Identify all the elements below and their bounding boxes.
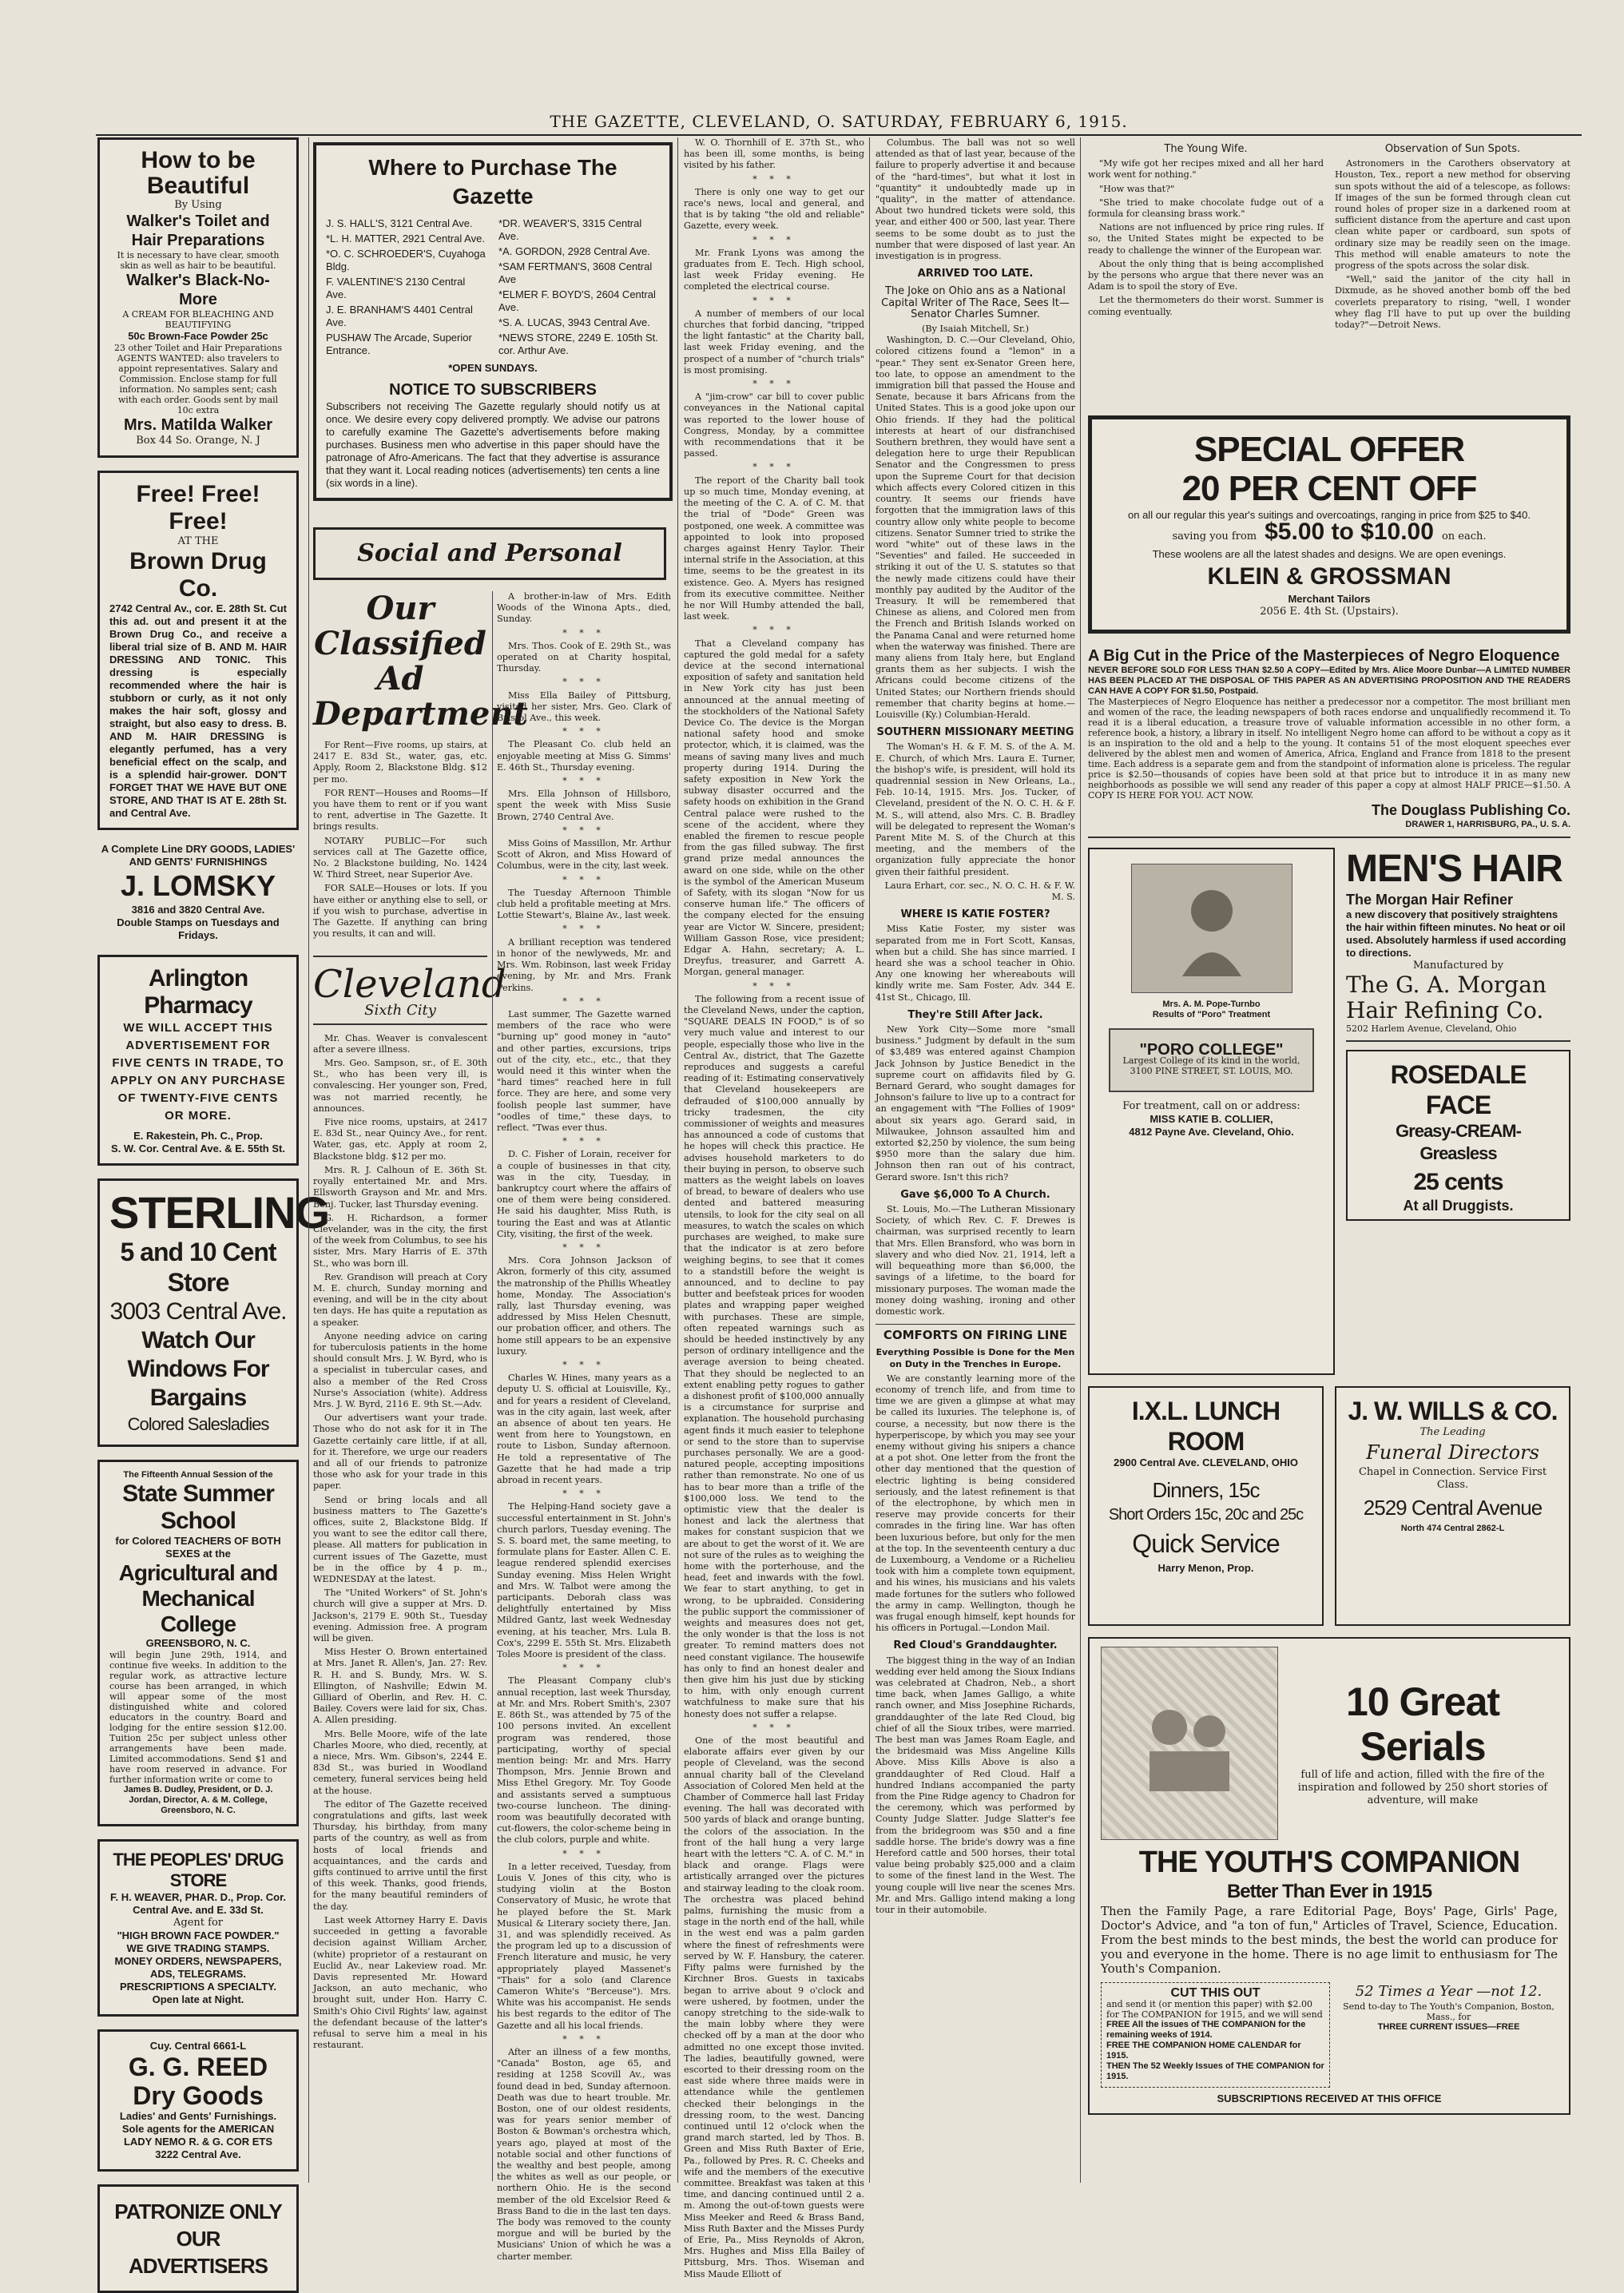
douglass-ad [1088,646,1570,838]
douglass-addr: DRAWER 1, HARRISBURG, PA., U. S. A. [1405,820,1570,829]
separator-stars: * * * [562,2033,606,2045]
klein-ad [1088,415,1570,634]
article-paragraph: The Helping-Hand society gave a successful entertainment in St. John's church parlors, Tuesday evening. The S. S. board met, the same meeting, to formulate plans for Easter. Allen C. E. league rendered splendid exercises Sunday evening. Miss Helen Wright and Mrs. W. Talbot were among the participants. Deborah class was delightfully entertained by Miss Mildred Gantz, last week Wednesday evening, at his teacher, Mrs. Lula B. Cox's, 2299 E. 55th St. Mrs. Elizabeth Toles Moore is president of the class. [497,1501,671,1660]
youth-three: THREE CURRENT ISSUES—FREE [1377,2022,1520,2032]
article-paragraph: About the only thing that is being accomplished by the persons who argue that there never was an Adam is to spoil the story of Eve. [1088,258,1324,292]
school-for: for Colored TEACHERS OF BOTH SEXES at the [115,1535,281,1560]
youth-cutbody: and send it (or mention this paper) with $2.00 for The COMPANION for 1915, and we will send [1106,1999,1323,2021]
vendor-listing: J. S. HALL'S, 3121 Central Ave. [326,217,473,229]
article-paragraph: G. H. Richardson, a former Clevelander, was in the city, the first of the week from Columbus, to see his sister, Mrs. Mary Harris of E. 37th St., who was born ill. [313,1212,487,1269]
school-sign: James B. Dudley, President, or D. J. Jordan, Director, A. & M. College, Greensboro, N. C. [123,1785,273,1815]
article-paragraph: A "jim-crow" car bill to cover public conveyances in the National capital was reported to the lower house of Congress, Monday, by a committee with recommendations that it be passed. [684,391,864,459]
vendor-listing: *L. H. MATTER, 2921 Central Ave. [326,232,485,244]
rosedale-l5: At all Druggists. [1403,1198,1514,1214]
rosedale-l1: ROSEDALE [1390,1060,1527,1089]
ixl-prop: Harry Menon, Prop. [1157,1562,1254,1574]
school-top: The Fifteenth Annual Session of the [123,1470,273,1480]
brown-at: AT THE [177,535,219,547]
laura-sign: Laura Erhart, cor. sec., N. O. C. H. & F. W. M. S. [884,880,1075,902]
lomsky-ad [97,843,299,942]
vendor-listing: *A. GORDON, 2928 Central Ave. [498,245,650,257]
sterling-l2: 5 and 10 Cent Store [120,1238,276,1297]
notice-title: NOTICE TO SUBSCRIBERS [389,381,597,399]
separator-stars: * * * [562,1663,606,1674]
column-4 [684,137,864,2279]
comforts-title: COMFORTS ON FIRING LINE [876,1324,1075,1341]
arlington-title: Arlington Pharmacy [144,965,252,1019]
col4-list [684,137,864,2280]
rosedale-l2: FACE [1425,1091,1491,1119]
morgan-body: a new discovery that positively straightens the hair within fifteen minutes. No heat or oil used. Absolutely harmless if used according to directions. [1346,908,1566,959]
sun-list [1335,158,1570,331]
brown-body: 2742 Central Av., cor. E. 28th St. Cut this ad. out and present it at the Brown Drug Co., and receive a liberal trial size of B. AND M. HAIR DRESSING AND TONIC. This dressing is especially recommended where the hair is stubborn or curly, as it not only makes the hair soft, glossy and straight, but also easy to dress. B. AND M. HAIR DRESSING is elegantly perfumed, has a very beneficial effect on the scalp, and is a splendid hair-grower. DON'T FORGET THAT WE HAVE BUT ONE STORE, AND THAT IS AT E. 28th St. and Central Ave. [109,602,287,819]
ixl-orders: Short Orders 15c, 20c and 25c [1108,1506,1304,1524]
article-paragraph: The report of the Charity ball took up so much time, Monday evening, at the meeting of the C. A. of C. M. that the trial of "Dode" Green was postponed, one week. A committee was appointed to look into proposed charges against Henry Taylor. Their internal strife in the Association, at this time, seems to be the greatest in its existence. Geo. A. Myers has resigned from its executive committee. Neither he nor Will Humby attended the ball, last week. [684,475,864,622]
vendor-listing: *S. A. LUCAS, 3943 Central Ave. [498,316,650,328]
article-paragraph: Miss Goins of Massillon, Mr. Arthur Scott of Akron, and Miss Howard of Columbus, were in the city, last week. [497,838,671,872]
lomsky-note: Double Stamps on Tuesdays and Fridays. [117,916,280,941]
joke-body: Washington, D. C.—Our Cleveland, Ohio, colored citizens found a "lemon" in a "pear." They sent ex-Senator Green here, too late, to oppose an amendment to the immigration bill that passed the House and Senate, because it bars Africans from the United States. This is a good joke upon our Ohio friends. If they had the political interests at heart of our disfranchised Southern brethren, they would have sent a delegation here to urge their Republican Senator and the Congressmen to press upon the Supreme Court for that decision which affects every Colored citizen in this country. It seems our friends have forgotten that the immigration laws of this country allow only white people to become citizens. Senator Sumner tried to strike the word "white" out of these laws in the "Seventies" and failed. He succeeded in striking it out of the U. S. statutes so that the newly made citizens could have their monthly pay audited by the Auditor of the Treasury. It will be remembered that Chinese as aliens, and Colored men from the French and British Islands worked on the Panama Canal and were returned home when the waterway was finished. There are many aliens from Italy here, but England grants them as her subjects. I wish the Africans could become citizens of the United States; our Northern friends should remember that charity begins at home.—Louisville (Ky.) Columbian-Herald. [876,335,1075,720]
where-right [498,217,660,360]
youth-subs: SUBSCRIPTIONS RECEIVED AT THIS OFFICE [1217,2092,1442,2105]
column-divider [1080,137,1081,2183]
article-paragraph: Last summer, The Gazette warned members of the race who were "burning up" good money in "auto" and other parties, excursions, trips out of the city, etc., etc., that they would need it this winter when the "hard times" reached here in full force. They are here, and some very foolish people last summer, have "oodles of time," these days, to reflect. "Twas ever thus. [497,1008,671,1133]
wife-list [1088,158,1324,318]
youth-bottom [1101,1982,1558,2088]
vendor-listing: *NEWS STORE, 2249 E. 105th St. cor. Arthur Ave. [498,332,658,356]
article-paragraph: Mrs. R. J. Calhoun of E. 36th St. royally entertained Mr. and Mrs. Ellsworth Grayson and Mr. and Mrs. Benj. Tucker, last Thursday evening. [313,1164,487,1210]
youth-better: Better Than Ever in 1915 [1226,1881,1432,1902]
column-3 [497,591,671,2262]
walker-line1: It is necessary to have clear, smooth skin as well as hair to be beautiful. [117,250,280,271]
masthead-rule [96,134,1582,136]
sterling-l3: 3003 Central Ave. [109,1298,287,1325]
separator-stars: * * * [562,1360,606,1370]
col6-mid-row [1088,848,1570,1375]
comforts-body: We are constantly learning more of the economy of trench life, and from time to time we are given a glimpse at what may be called its luxuries. The telephone is, of course, a necessity, but now there is the hyperperiscope, by which you may see your enemy without giving his snipers a chance at a pot shot. One letter from the front the other day mentioned that the question of electric lighting is being considered seriously, and the latest refinement is that of the electrophone, by which men in reserve may provide concerts for their comrades in the firing line. War has often been luxurious before, but only for the men at the top. In the seventeenth century a duc de Luxembourg, a Vendome or a Richelieu took with him a complete town equipment, and his wines, his musicians and his valets made fortunes for the sutlers who followed the army in camp. Wellington, though he was frugal enough himself, kept hounds for his officers in Portugal.—London Mail. [876,1373,1075,1634]
jilt-body: New York City—Some more "small business." Judgment by default in the sum of $3,489 was entered against Champion Jack Johnson by Justice Benedict in the supreme court on affidavits filed by G. Bernard Gerard, who sought damages for Johnson's failure to live up to a contract for an engagement with "The Follies of 1909" about six years ago. Gerard said, in Milwaukee, Johnson assaulted him and extorted $2,250 by violence, the sum being $950 more than the salary due him. Johnson then ran out of his contract, Gerard swore. Isn't this rich? [876,1024,1075,1182]
peoples-body: "HIGH BROWN FACE POWDER." WE GIVE TRADING STAMPS. MONEY ORDERS, NEWSPAPERS, ADS, TELEGRAMS. PRESCRIPTIONS A SPECIALTY. Open late at Night. [114,1929,282,2005]
wills-leading: The Leading [1420,1426,1486,1438]
social-personal-banner: Social and Personal [313,527,666,580]
cloud-title: Red Cloud's Granddaughter. [893,1639,1058,1652]
poro-label: "PORO COLLEGE" [1139,1041,1284,1059]
youth-free2: FREE THE COMPANION HOME CALENDAR for 1915. [1106,2041,1301,2061]
cloud-body: The biggest thing in the way of an Indian wedding ever held among the Sioux Indians was celebrated at Chadron, Neb., a short time back, when James Galligo, a white ranch owner, and Miss Josephine Richards, granddaughter of the late Red Cloud, big chief of all the Sioux tribes, were married. The best man was James Roam Eagle, and the bridesmaid was Miss Angeline Kills Above. Miss Kills Above is also a granddaughter of Red Cloud. Half a hundred Indians accompanied the party from the Pine Ridge agency to Chadron for the ceremony, which was performed by County Judge Slatter. Judge Slatter's fee from the bridegroom was $50 and a fine saddle horse. The bride's dowry was a fine Hereford cattle and 500 horses, their total value being probably $25,000 and a claim to some of the finest land in the West. The young couple will live near the scenes Mrs. Mr. and Mrs. Galligo intend making a long tour in their automobile. [876,1655,1075,1916]
article-paragraph: Our advertisers want your trade. Those who do not ask for it in The Gazette certainly care little, if at all, for it. Therefore, we urge our readers and all of our friends to patronize those who ask for your trade in this paper. [313,1413,487,1492]
summer-school-ad [97,1460,299,1826]
where-title: Where to Purchase The Gazette [368,155,617,209]
separator-stars: * * * [562,995,606,1007]
ixl-title: I.X.L. LUNCH ROOM [1131,1397,1281,1456]
separator-stars: * * * [752,980,796,992]
vendor-listing: F. VALENTINE'S 2130 Central Ave. [326,276,466,300]
walker-line3: 50c Brown-Face Powder 25c [128,330,268,342]
article-paragraph: For Rent—Five rooms, up stairs, at 2417 E. 83d St., water, gas, etc. Apply, Room 2, Blackstone Bldg. $12 per mo. [313,740,487,785]
sun-title: Observation of Sun Spots. [1384,143,1521,155]
walker-product: Walker's Toilet and Hair Preparations [126,213,270,249]
morgan-title: MEN'S HAIR [1346,848,1562,890]
article-paragraph: One of the most beautiful and elaborate affairs ever given by our people of Cleveland, was the second annual charity ball of the Cleveland Association of Colored Men held at the Chamber of Commerce hall last Friday evening. The hall was decorated with 500 yards of black and orange bunting, the colors of the association. In the front of the hall hung a very large heart with the letters "C. A. of C. M." in black and orange. Flags were artistically arranged over the pictures and stairway leading to the cloak room. The orchestra was placed behind palms, furnishing the music from a stage in the north end of the hall, while in the west end was a palm garden where the finest of refreshments were served by W. F. Hansbury, the caterer. Fifty palms were furnished by the Kirchner Bros. Guests in taxicabs began to arrive about 9 o'clock and were ushered, by footmen, under the canopy stretching to the side-walk to the main lobby where they were checked off by a man at the door who admitted no one except those invited. The ladies, beautifully gowned, were escorted to their dressing room on the east side where three maids were in attendance while the gentlemen checked their belongings in the dressing room, to the west. Dancing continued until 12 o'clock when the grand march started, led by Thos. B. Green and Miss Ruth Baxter of Erie, Pa., followed by Pres. R. C. Cheeks and wife and the members of the executive committee. Breakfast was taken at this time, and dancing continued until 2 a. m. Among the out-of-town guests were Miss Meeker and Reed & Brass Band, Miss Ruth Baxter and the Misses Purdy of Erie, Pa., Miss Reynolds of Akron, Mrs. Hughes and Miss Ella Bailey of Pittsburg, Mrs. Thos. Wiseman and Miss Maude Elliott of [684,1735,864,2279]
school-college: Agricultural and Mechanical College [118,1560,278,1636]
column-1 [97,137,330,2278]
arlington-prop: E. Rakestein, Ph. C., Prop. [133,1130,263,1142]
separator-stars: * * * [752,234,796,245]
article-paragraph: Miss Ella Bailey of Pittsburg, visited her sister, Mrs. Geo. Clark of Bristol Ave., this week. [497,689,671,724]
article-paragraph: Columbus. The ball was not so well attended as that of last year, because of the failure to properly advertise it and because of the "hard-times", but what it lost in "quantity" it undoubtedly made up in "quality", in the matter of attendance. About two hundred tickets were sold, this year, and either 400 or 500, last year. There seems to be some doubt as to just the number that were disposed of last year. An investigation is in progress. [876,137,1076,262]
arrived-too-late: ARRIVED TOO LATE. [917,268,1034,280]
article-paragraph: "She tried to make chocolate fudge out of a formula for cleansing brass work." [1088,197,1324,220]
article-paragraph: FOR SALE—Houses or lots. If you have either or anything else to sell, or if you wish to purchase, advertise in The Gazette. If anything can bring you results, it can and will. [313,883,487,940]
article-paragraph: Charles W. Hines, many years as a deputy U. S. official at Louisville, Ky., and for years a resident of Cleveland, was in the city again, last week, after an absence of about ten years. He went from here to Youngstown, en route to Lisbon, Sunday afternoon. He told a representative of The Gazette that he had made a trip abroad in recent years. [497,1373,671,1486]
article-paragraph: Anyone needing advice on caring for tuberculosis patients in the home should consult Mrs. J. W. Byrd, who is a specialist in tubercular cases, and also a member of the Red Cross Nurse's Association (white). Address Mrs. J. W. Byrd, 2116 E. 9th St.—Adv. [313,1330,487,1409]
article-paragraph: The following from a recent issue of the Cleveland News, under the caption, "SQUARE DEALS IN FOOD," is of so very much value and interest to our people, especially those who live in the Central Av., district, that The Gazette reproduces and suggests a careful reading of it: Estimating conservatively that Cleveland housekeepers are defrauded of $100,000 annually by tricky tradesmen, the city commissioner of weights and measures has announced a code of customs that he hopes will check this practice. He advises household marketers to do their buying in person, to observe such matters as the weight labels on loaves of bread, to beware of dealers who use dented and battered measuring utensils, to look for the city seal on all measures, to watch the scales on which purchases are weighed, to make sure that the indicator is at zero before weighing begins, to see that it comes to a standstill before the weight is announced, and to decline to pay butter and beefsteak prices for wooden plates and wrapping paper weighed with purchases. These are simple, often repeated warnings such as should be heeded instinctively by any person of ordinary intelligence and the average aversion to being cheated. That they should be neglected to an extent enabling petty rogues to gather a dishonest profit of $100,000 annually is a circumstance for surprise and explanation. The household purchasing agent finds it much easier to telephone or send to the store than to supervise purchases personally. We are a good-natured people, accepting impositions rather than remonstrate. No one of us has to bear more than a trifle of the $100,000 loss. We tend to the optimistic view that the dealer is honest and lack the alertness that makes for constant suspicion that we are about to get the worst of it. We are not sure of the rules as to weighing the home with the porterhouse, and the head, feet and inwards with the fowl. We fear to start anything, to get in wrong, to be upbraided. Considering the public support the commissioner of weights and measures does not get, the only wonder is that the loss is not greater. To remind matters does not need constant vigilance. The housewife has only to find an honest dealer and then give him his just due by sticking to him, with only enough current watchfulness to make sure that his honesty does not suffer a relapse. [684,993,864,1719]
article-paragraph: Let the thermometers do their worst. Summer is coming eventually. [1088,295,1324,317]
foster-body: Miss Katie Foster, my sister was separated from me in Fort Scott, Kansas, when but a child. She has since married. I heard she was a school teacher in Ohio. Any one knowing her whereabouts will kindly write me. Sam Foster, Adv. 344 E. 41st St., Chicago, Ill. [876,924,1075,1003]
column-divider [869,137,870,2183]
cleveland-header [313,956,506,1024]
klein-each: on each. [1441,531,1487,542]
poro-addr: 4812 Payne Ave. Cleveland, Ohio. [1129,1126,1294,1139]
vendor-listing: *O. C. SCHROEDER'S, Cuyahoga Bldg. [326,248,486,272]
rosedale-l3: Greasy-CREAM-Greasless [1396,1121,1521,1163]
wills-funeral: Funeral Directors [1366,1441,1539,1464]
article-paragraph: W. O. Thornhill of E. 37th St., who has been ill, some months, is being visited by his father. [684,137,864,171]
separator-stars: * * * [562,677,606,688]
missionary-title: SOUTHERN MISSIONARY MEETING [876,726,1074,739]
poro-cap1: Mrs. A. M. Pope-Turnbo [1162,999,1261,1009]
separator-stars: * * * [752,625,796,636]
poro-for: For treatment, call on or address: [1122,1100,1300,1113]
youth-top [1101,1647,1558,1840]
separator-stars: * * * [562,627,606,638]
article-paragraph: Astronomers in the Carothers observatory at Houston, Tex., report a new method for observing sun spots without the aid of a telescope, as follows: If images of the sun be formed through clean cut round holes of proper size in a darkened room at sufficient distance from the aperture and cast upon clean white paper or cardboard, sun spots of ordinary size may be readily seen on the image. This method will enable amateurs to note the progress of the spots across the solar disk. [1335,158,1570,272]
column-6 [1088,137,1570,2183]
youth-full: full of life and action, filled with the fire of the inspiration and followed by 250 short stories of adventure, will make [1297,1769,1548,1806]
peoples-drug-ad [97,1839,299,2017]
walker-product2: Walker's Black-No-More [126,272,270,308]
article-paragraph: There is only one way to get our race's news, local and general, and that is by taking "the old and reliable" Gazette, every week. [684,186,864,232]
ixl-dinners: Dinners, 15c [1152,1478,1260,1502]
klein-addr: 2056 E. 4th St. (Upstairs). [1260,606,1399,618]
article-paragraph: Mrs. Cora Johnson Jackson of Akron, formerly of this city, assumed the matronship of the Phillis Wheatley home, Monday. The Association's rally, last Thursday evening, was addressed by Miss Helen Chesnutt, our probation officer, and others. The home still appears to be an expensive luxury. [497,1255,671,1357]
article-paragraph: "How was that?" [1099,183,1175,194]
article-paragraph: Mrs. Ella Johnson of Hillsboro, spent the week with Miss Susie Brown, 2740 Central Ave. [497,789,671,822]
cleveland-list [313,1033,487,2052]
article-paragraph: In a letter received, Tuesday, from Louis V. Jones of this city, who is studying violin at the Boston Conservatory of Music, he wrote that he played before the St. Mark Musical & Literary society there, Jan. 31, and was splendidly received. As the program led up to a discussion of French literature and music, he very appropriately played Massenet's "Thais" for a solo (and Clarence Cameron White's "Berceuse"). Mrs. White was his accompanist. He sends his best regards to the editor of The Gazette and all his local friends. [497,1861,671,2031]
article-paragraph: The "United Workers" of St. John's church will give a supper at Mrs. D. Jackson's, 2179 E. 90th St., Tuesday evening. Admission free. A program will be given. [313,1588,487,1644]
reed-phone: Cuy. Central 6661-L [149,2040,247,2052]
walker-line5: AGENTS WANTED: also travelers to appoint representatives. Salary and Commission. Enclose stamp for full information. No samples sent; cash with each order. Goods sent by mail 10c extra [117,353,280,415]
reed-title: G. G. REED Dry Goods [128,2053,268,2110]
walker-title: How to be Beautiful [141,147,256,199]
peoples-agent: Agent for [173,1917,223,1929]
sterling-ad [97,1178,330,1447]
walker-addr: Box 44 So. Orange, N. J [136,435,260,447]
rosedale-ad [1346,1050,1570,1221]
ixl-ad [1088,1386,1324,1626]
klein-saving-row [1106,519,1552,545]
klein-sub: Merchant Tailors [1288,593,1371,605]
klein-saving: saving you from [1172,531,1257,542]
separator-stars: * * * [562,924,606,935]
col6-lower-row [1088,1386,1570,1626]
where-left [326,217,487,360]
article-paragraph: A number of members of our local churches that forbid dancing, "tripped the light fantastic" at the Charity ball, last week Friday evening, and the prospect of a number of "church trials" is most promising. [684,308,864,376]
youth-ten: 10 Great Serials [1345,1679,1500,1769]
article-paragraph: FOR RENT—Houses and Rooms—If you have them to rent or if you want to rent, advertise in The Gazette. It brings results. [313,787,487,833]
article-paragraph: After an illness of a few months, "Canada" Boston, age 65, and residing at 1258 Scovill Av., was found dead in bed, Sunday afternoon. Death was due to heart trouble. Mr. Boston, one of our oldest residents, was for years senior member of Boston & Bowman's orchestra which, years ago, played at most of the notable social and other functions of the wealthy and best people, among the whites as well as our people, or northern Ohio. He is the second member of the old Excelsior Reed & Brass Band to die in the last ten days. The body was removed to the county morgue and will be buried by the Musicians' Union of which he was a charter member. [497,2046,671,2262]
youth-cut: CUT THIS OUT [1170,1986,1261,2000]
separator-stars: * * * [562,1136,606,1147]
wills-ad [1335,1386,1570,1626]
column-divider [492,591,493,2181]
comforts-sub: Everything Possible is Done for the Men on Duty in the Trenches in Europe. [876,1347,1075,1369]
article-paragraph: Mr. Chas. Weaver is convalescent after a severe illness. [313,1032,487,1055]
youth-coupon[interactable] [1101,1982,1330,2088]
school-title: State Summer School [122,1480,274,1534]
joke-title: The Joke on Ohio ans as a National Capital Writer of The Race, Sees It—Senator Charles Sumner. [881,285,1070,320]
rosedale-l4: 25 cents [1413,1169,1503,1195]
article-paragraph: The Pleasant Company club's annual reception, last week Thursday, at Mr. and Mrs. Robert Smith's, 2307 E. 86th St., was attended by 75 of the 100 persons invited. An excellent program was rendered, those participating, worthy of special mention being: Mr. and Mrs. Harry Thompson, Mrs. Jennie Brown and Miss Ethel Gregory. Mr. Toy Goode and assistants served a sumptuous two-course luncheon. The dining-room was beautifully decorated with cut-flowers, the color-scheme being in the club colors, purple and white. [497,1675,671,1846]
sixth-city: Sixth City [364,1002,436,1019]
walker-name: Mrs. Matilda Walker [124,416,272,434]
jilt-title: They're Still After Jack. [907,1008,1043,1021]
article-paragraph: NOTARY PUBLIC—For such services call at The Gazette office, No. 2 Blackstone building, No. 1424 W. Third Street, near Superior Ave. [313,835,487,880]
vendor-listing: *DR. WEAVER'S, 3315 Central Ave. [498,217,642,242]
col6-top-columns [1088,137,1570,409]
vendor-listing: *ELMER F. BOYD'S, 2604 Central Ave. [498,288,656,313]
peoples-prop: F. H. WEAVER, PHAR. D., Prop. Cor. Central Ave. and E. 33d St. [109,1891,287,1916]
reed-ad [97,2029,299,2172]
reed-body: Ladies' and Gents' Furnishings. Sole agents for the AMERICAN LADY NEMO R. & G. COR ETS [119,2110,277,2148]
separator-stars: * * * [562,1488,606,1500]
separator-stars: * * * [562,726,606,737]
masthead: THE GAZETTE, CLEVELAND, O. SATURDAY, FEBRUARY 6, 1915. [550,112,1128,131]
morgan-addr: 5202 Harlem Avenue, Cleveland, Ohio [1346,1023,1517,1034]
ixl-service: Quick Service [1132,1529,1280,1558]
separator-stars: * * * [752,295,796,306]
patronize-ad [97,2184,299,2293]
morgan-name: The G. A. Morgan Hair Refining Co. [1346,972,1547,1023]
ixl-addr: 2900 Central Ave. CLEVELAND, OHIO [1114,1456,1298,1468]
article-paragraph: Mrs. Thos. Cook of E. 29th St., was operated on at Charity hospital, Thursday. [497,640,671,674]
separator-stars: * * * [562,825,606,836]
article-paragraph: Mrs. Geo. Sampson, sr., of E. 30th St., who has been very ill, is convalescing. Her younger son, Fred, was not married recently, he announces. [313,1058,487,1114]
school-city: GREENSBORO, N. C. [145,1637,251,1649]
article-paragraph: The Pleasant Co. club held an enjoyable meeting at Miss G. Simms' E. 46th St., Thursday evening. [497,739,671,773]
youth-free1: FREE All the issues of THE COMPANION for the remaining weeks of 1914. [1106,2020,1306,2041]
separator-stars: * * * [562,776,606,787]
morgan-sub: The Morgan Hair Refiner [1346,892,1514,908]
vendor-listing: PUSHAW The Arcade, Superior Entrance. [326,332,472,356]
article-paragraph: "My wife got her recipes mixed and all her hard work went for nothing." [1088,158,1324,181]
classified-title: Our Classified Ad Department [313,590,528,733]
arlington-body: WE WILL ACCEPT THIS ADVERTISEMENT FOR FIVE CENTS IN TRADE, TO APPLY ON ANY PURCHASE OF TWENTY-FIVE CENTS OR MORE. [110,1021,286,1123]
where-list [326,217,660,362]
sun-spots [1335,137,1570,409]
separator-stars: * * * [562,874,606,885]
douglass-title: A Big Cut in the Price of the Masterpieces of Negro Eloquence [1088,647,1560,665]
church-title: Gave $6,000 To A Church. [900,1188,1050,1201]
article-paragraph: That a Cleveland company has captured the gold medal for a safety device at the second international exposition of safety and sanitation held in New York city has just been announced at the annual meeting of the stockholders of the National Safety Device Co. The device is the Morgan national safety hood and smoke protector, which, it is claimed, was the means of saving many lives and much property during 1914. During the safety exposition in New York the subway disaster occurred and the safety hoods on exhibition in the Grand Central palace were rushed to the scene of the accident, where they enabled the firemen to rescue people from the gas filled subway. The first grand prize medal announces the award on one side, while on the other is the symbol of the American Museum of Safety, with its slogan "Now for us conserve human life." The officers of the company elected for the ensuing year are Victor W. Sincere, president; William Gasson Rose, vice president; Edgar A. Hahn, secretary; A. L. Dreyfus, treasurer, and Garrett A. Morgan, general manager. [684,638,864,978]
wills-title: J. W. WILLS & CO. [1348,1397,1558,1425]
separator-stars: * * * [752,1722,796,1733]
young-wife [1088,137,1324,409]
sterling-l5: Colored Salesladies [127,1414,269,1434]
klein-amount: $5.00 to $10.00 [1265,519,1434,545]
portrait-image [1131,864,1292,993]
article-paragraph: The editor of The Gazette received congratulations and gifts, last week Thursday, his birthday, from many parts of the country, as well as from hosts of local friends and acquaintances, and the cards and gifts continued to arrive until the first of this week. Thanks, good friends, for the many beautiful reminders of the day. [313,1798,487,1912]
foster-title: WHERE IS KATIE FOSTER? [900,908,1050,921]
article-paragraph: Nations are not influenced by price ring rules. If so, the United States might be expected to be ready to challenge the winner of the European war. [1088,222,1324,256]
arlington-ad [97,955,299,1166]
douglass-sub: NEVER BEFORE SOLD FOR LESS THAN $2.50 A COPY—Edited by Mrs. Alice Moore Dunbar—A LIMITED NUMBER HAS BEEN PLACED AT THE DISPOSAL OF THIS PAPER AS AN ADVERTISING PROPOSITION AND THE READERS CAN HAVE A COPY FOR $1.50, Postpaid. [1088,666,1570,696]
walker-ad [97,137,299,458]
klein-name: KLEIN & GROSSMAN [1207,563,1451,590]
brown-title: Brown Drug Co. [129,548,267,602]
vendor-listing: J. E. BRANHAM'S 4401 Central Ave. [326,304,473,328]
church-body: St. Louis, Mo.—The Lutheran Missionary Society, of which Rev. C. F. Drewes is chairman, was surprised recently to learn that Mrs. Ellen Bransford, who was born in slavery and who died Nov. 21, 1914, left a will bequeathing more than $6,000, the savings of a lifetime, to the board for missionary purposes. The woman made the money doing washing, ironing and other domestic work. [876,1204,1075,1317]
article-paragraph: D. C. Fisher of Lorain, receiver for a couple of businesses in that city, was in the city, Tuesday, in bankruptcy court where the affairs of one of them were being considered. He said his daughter, Miss Ruth, is touring the East and was at Atlantic City, visiting, the first of the week. [497,1149,671,1239]
separator-stars: * * * [752,379,796,390]
article-paragraph: Five nice rooms, upstairs, at 2417 E. 83d St., near Quincy Ave., for rent. Water, gas, etc. Apply at room 2, Blackstone bldg. $12 per mo. [313,1117,487,1162]
column-divider [677,137,678,2183]
article-paragraph: Rev. Grandison will preach at Cory M. E. church, Sunday morning and evening, and will be in the city about ten days. He has quite a reputation as a speaker. [313,1271,487,1328]
youth-times [1340,1982,1558,2088]
separator-stars: * * * [562,1848,606,1859]
col3-list [497,591,671,2263]
separator-stars: * * * [752,462,796,473]
sterling-l1: STERLING [109,1187,330,1238]
article-paragraph: Mr. Frank Lyons was among the graduates from E. Tech. High school, last week Friday evening. He completed the electrical course. [684,247,864,292]
peoples-title: THE PEOPLES' DRUG STORE [113,1850,284,1890]
article-paragraph: Send or bring locals and all business matters to The Gazette's offices, suite 2, Blackstone Bldg. If you want to see the editor call there, please. All matters for publication in current issues of The Gazette, must be in the office by 4 p. m., WEDNESDAY at the latest. [313,1494,487,1584]
where-box [313,142,673,501]
wills-phones: North 474 Central 2862-L [1400,1524,1505,1533]
morgan-ad [1346,848,1570,1042]
joke-byline: (By Isaiah Mitchell, Sr.) [922,324,1029,335]
klein-pct: 20 PER CENT OFF [1181,469,1477,508]
article-paragraph: Mrs. Belle Moore, wife of the late Charles Moore, who died, recently, at a niece, Mrs. Wm. Gibson's, 2244 E. 83d St., was buried in Woodland cemetery, funeral services being held at the house. [313,1728,487,1796]
klein-on: on all our regular this year's suitings and overcoatings, ranging in price from $25 to $40. [1128,509,1531,521]
vendor-listing: *SAM FERTMAN'S, 3608 Central Ave [498,260,653,285]
youth-title: THE YOUTH'S COMPANION [1138,1846,1520,1879]
douglass-name: The Douglass Publishing Co. [1371,802,1570,818]
brown-drug-ad [97,471,299,830]
youth-sendto: Send to-day to The Youth's Companion, Boston, Mass., for [1343,2001,1555,2022]
klein-shades: These woolens are all the latest shades and designs. We are open evenings. [1152,548,1507,560]
poro-name: MISS KATIE B. COLLIER, [1150,1113,1273,1126]
youth-then: Then the Family Page, a rare Editorial Page, Boys' Page, Girls' Page, Doctor's Advice, and "a ton of fun," Articles of Travel, Science, Education. From the best minds to the best minds, the best the world can produce for you and everyone in the home. There is no age limit to enthusiasm for The Youth's Companion. [1101,1904,1558,1976]
where-to-purchase-box [308,142,677,558]
children-illustration [1101,1647,1278,1840]
column-5 [876,137,1075,2183]
article-paragraph: A brilliant reception was tendered in honor of the newlyweds, Mr. and Mrs. Wm. Robinson, last week Friday evening, by Mr. and Mrs. Frank Perkins. [497,936,671,993]
poro-ad [1088,848,1335,1375]
morgan-rosedale-stack [1346,848,1570,1375]
youth-headline [1288,1679,1558,1807]
article-paragraph: "Well," said the janitor of the city hall in Dixmude, as he shoved another bomb off the bed coverlets preparatory to rising, "well, I wonder whey flag I'll have to put up over the building today?"—Detroit News. [1335,274,1570,331]
col5-paras [876,137,1075,262]
classified-list [313,740,487,940]
patronize-text: PATRONIZE ONLY OUR ADVERTISERS [114,2200,282,2278]
klein-special: SPECIAL OFFER [1193,430,1465,469]
brown-free: Free! Free! Free! [136,481,260,535]
poro-cap2: Results of "Poro" Treatment [1152,1010,1271,1019]
article-paragraph: Last week Attorney Harry E. Davis succeeded in getting a favorable decision against William Archer, (white) proprietor of a restaurant on Euclid Av., near Lakeview road. Mr. Davis represented Mr. Howard Jackson, an auto mechanic, who brought suit, under Hon. Harry C. Smith's Ohio Civil Rights' law, against the defendant because of the latter's refusal to serve him a meal in his restaurant. [313,1914,487,2051]
school-body: will begin June 29th, 1914, and continue five weeks. In addition to the regular work, as attractive lecture course has been arranged, in which will appear some of the most distinguished white and colored educators in the country. Board and lodging for the entire session $12.00. Tuition 25c per subject unless other arrangements have been made. Limited accommodations. Send $1 and have room reserved in advance. For further information write or come to [109,1650,287,1785]
arlington-addr: S. W. Cor. Central Ave. & E. 55th St. [111,1143,285,1154]
youth-times-text: 52 Times a Year —not 12. [1355,1983,1543,2000]
youths-companion-ad [1088,1637,1570,2115]
walker-by: By Using [174,199,222,211]
cleveland-title: Cleveland [313,962,506,1007]
lomsky-addr: 3816 and 3820 Central Ave. [131,904,265,916]
poro-label-sub: Largest College of its kind in the world, 3100 PINE STREET, ST. LOUIS, MO. [1122,1055,1300,1077]
article-paragraph: The Tuesday Afternoon Thimble club held a profitable meeting at Mrs. Lottie Stewart's, Blaine Av., last week. [497,887,671,921]
article-paragraph: A brother-in-law of Mrs. Edith Woods of the Winona Apts., died, Sunday. [497,591,671,625]
separator-stars: * * * [562,1242,606,1253]
walker-line2: A CREAM FOR BLEACHING AND BEAUTIFYING [122,309,274,330]
douglass-body: The Masterpieces of Negro Eloquence has neither a predecessor nor a competitor. The most brilliant men and women of the race, the leading newspapers of both races endorse and unqualifiedly recommend it. To read it is a liberal education, a treasure trove of valuable information accessible in no other form, a reference book, a history, a library in itself. No intelligent Negro home can afford to be without a copy as it is an inspiration to the old and a help to the young. It contains 51 of the most eloquent speeches ever delivered by the ablest men and women of America, Africa, England and France from 1818 to the present time. Each address is a separate gem and from the standpoint of information alone is priceless. The regular price is $2.50—thousands of copies have been sold at that price but to introduce it in as many new neighborhoods as possible we will send any reader of this paper a copy at almost HALF PRICE—$1.50. A COPY IS HERE FOR YOU. ACT NOW. [1088,697,1570,801]
reed-addr: 3222 Central Ave. [155,2148,241,2160]
lomsky-name: J. LOMSKY [120,869,276,902]
walker-line4: 23 other Toilet and Hair Preparations [114,343,282,353]
separator-stars: * * * [752,173,796,185]
sterling-l4: Watch Our Windows For Bargains [127,1327,269,1411]
wills-chapel: Chapel in Connection. Service First Class. [1358,1466,1547,1491]
poro-package [1109,1028,1313,1092]
where-sundays: *OPEN SUNDAYS. [448,362,538,374]
wife-title: The Young Wife. [1164,143,1248,155]
youth-then2: THEN The 52 Weekly Issues of THE COMPANION for 1915. [1106,2061,1324,2082]
morgan-mfd: Manufactured by [1412,960,1504,972]
missionary-body: The Woman's H. & F. M. S. of the A. M. E. Church, of which Mrs. Laura E. Turner, the bishop's wife, is president, will hold its quadrennial session in New Orleans, La., Feb. 10-14, 1915. Mrs. Jos. Tucker, of Cleveland, president of the N. O. C. H. & F. M. S., will attend, also Mrs. C. B. Bradley will be delegated to represent the Woman's Parent Mite M. S. of the Church at this meeting, and the members of the organization fully appreciate the honor given their faithful president. [876,741,1075,877]
notice-body: Subscribers not receiving The Gazette regularly should notify us at once. We desire every copy delivered promptly. We advise our patrons to carefully examine The Gazette's advertisements before making purchases. Business men who advertise in this paper should have the patronage of Afro-Americans. The fact that they advertise is assurance that they want it. Local reading notices (advertisements) ten cents a line (six words in a line). [326,400,660,489]
classified-header [313,590,528,733]
article-paragraph: Miss Hester O. Brown entertained at Mrs. Janet R. Allen's, Jan. 27: Rev. R. H. and S. Bundy, Mrs. W. S. Ellington, of Nashville; Edwin M. Gilliard of Oberlin, and Rev. H. C. Bailey. Covers were laid for six, Chas. A. Allen presiding. [313,1647,487,1726]
wills-addr: 2529 Central Avenue [1363,1496,1543,1520]
lomsky-top: A Complete Line DRY GOODS, LADIES' AND GENTS' FURNISHINGS [101,843,296,868]
